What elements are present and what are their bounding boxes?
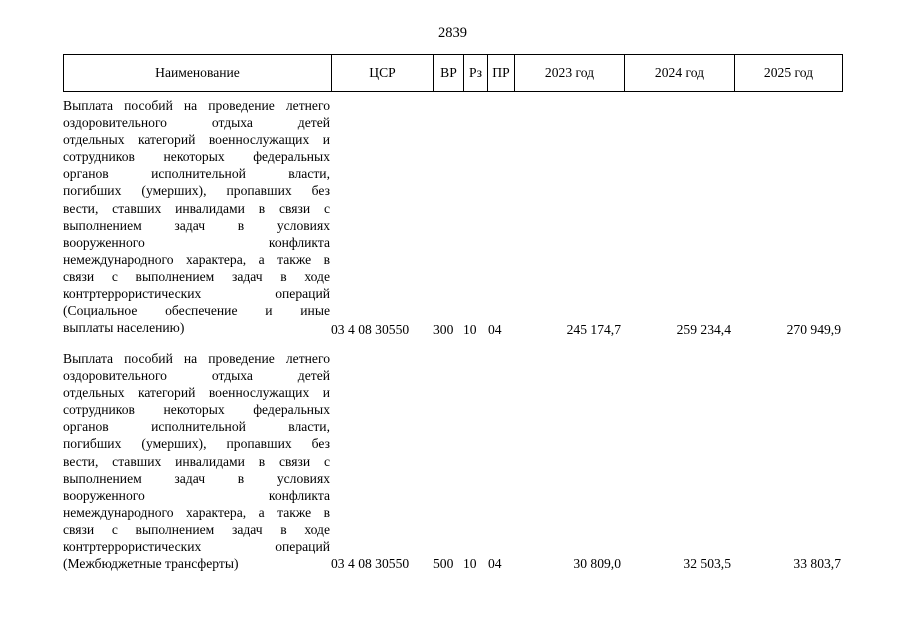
row-csr: 03 4 08 30550 [331, 556, 410, 571]
header-vr: ВР [433, 55, 463, 91]
row-vr: 500 [433, 556, 454, 571]
row-name: Выплата пособий на проведение летнего оздоровительного отдыха детей отдельных категорий военнослужащих и сотрудников некоторых федеральных органов исполнительной власти, погибших (умерших), пропавших без вести, ставших инвалидами в связи с выполнением задач в условиях вооруженного конфликта немеждународного характера, а также в связи с выполнением задач в ходе контртеррористических операций (Социальное обеспечение и иные выплаты населению) [63, 98, 330, 336]
row-2024: 259 234,4 [676, 322, 731, 337]
row-2025: 270 949,9 [786, 322, 841, 337]
row-rz: 10 [463, 322, 477, 337]
page-number: 2839 [438, 25, 467, 41]
row-2024: 32 503,5 [683, 556, 731, 571]
header-pr: ПР [487, 55, 514, 91]
row-name: Выплата пособий на проведение летнего оздоровительного отдыха детей отдельных категорий военнослужащих и сотрудников некоторых федеральных органов исполнительной власти, погибших (умерших), пропавших без вести, ставших инвалидами в связи с выполнением задач в условиях вооруженного конфликта немеждународного характера, а также в связи с выполнением задач в ходе контртеррористических операций (Межбюджетные трансферты) [63, 351, 330, 572]
header-rz: Рз [463, 55, 487, 91]
header-2023: 2023 год [514, 55, 624, 91]
table-header [63, 54, 843, 92]
row-vr: 300 [433, 322, 454, 337]
header-csr: ЦСР [331, 55, 433, 91]
header-name: Наименование [155, 65, 240, 80]
header-2024: 2024 год [624, 55, 734, 91]
row-pr: 04 [488, 322, 502, 337]
row-csr: 03 4 08 30550 [331, 322, 410, 337]
row-rz: 10 [463, 556, 477, 571]
row-2023: 30 809,0 [573, 556, 621, 571]
row-2025: 33 803,7 [793, 556, 841, 571]
row-2023: 245 174,7 [566, 322, 621, 337]
row-pr: 04 [488, 556, 502, 571]
header-2025: 2025 год [734, 55, 842, 91]
